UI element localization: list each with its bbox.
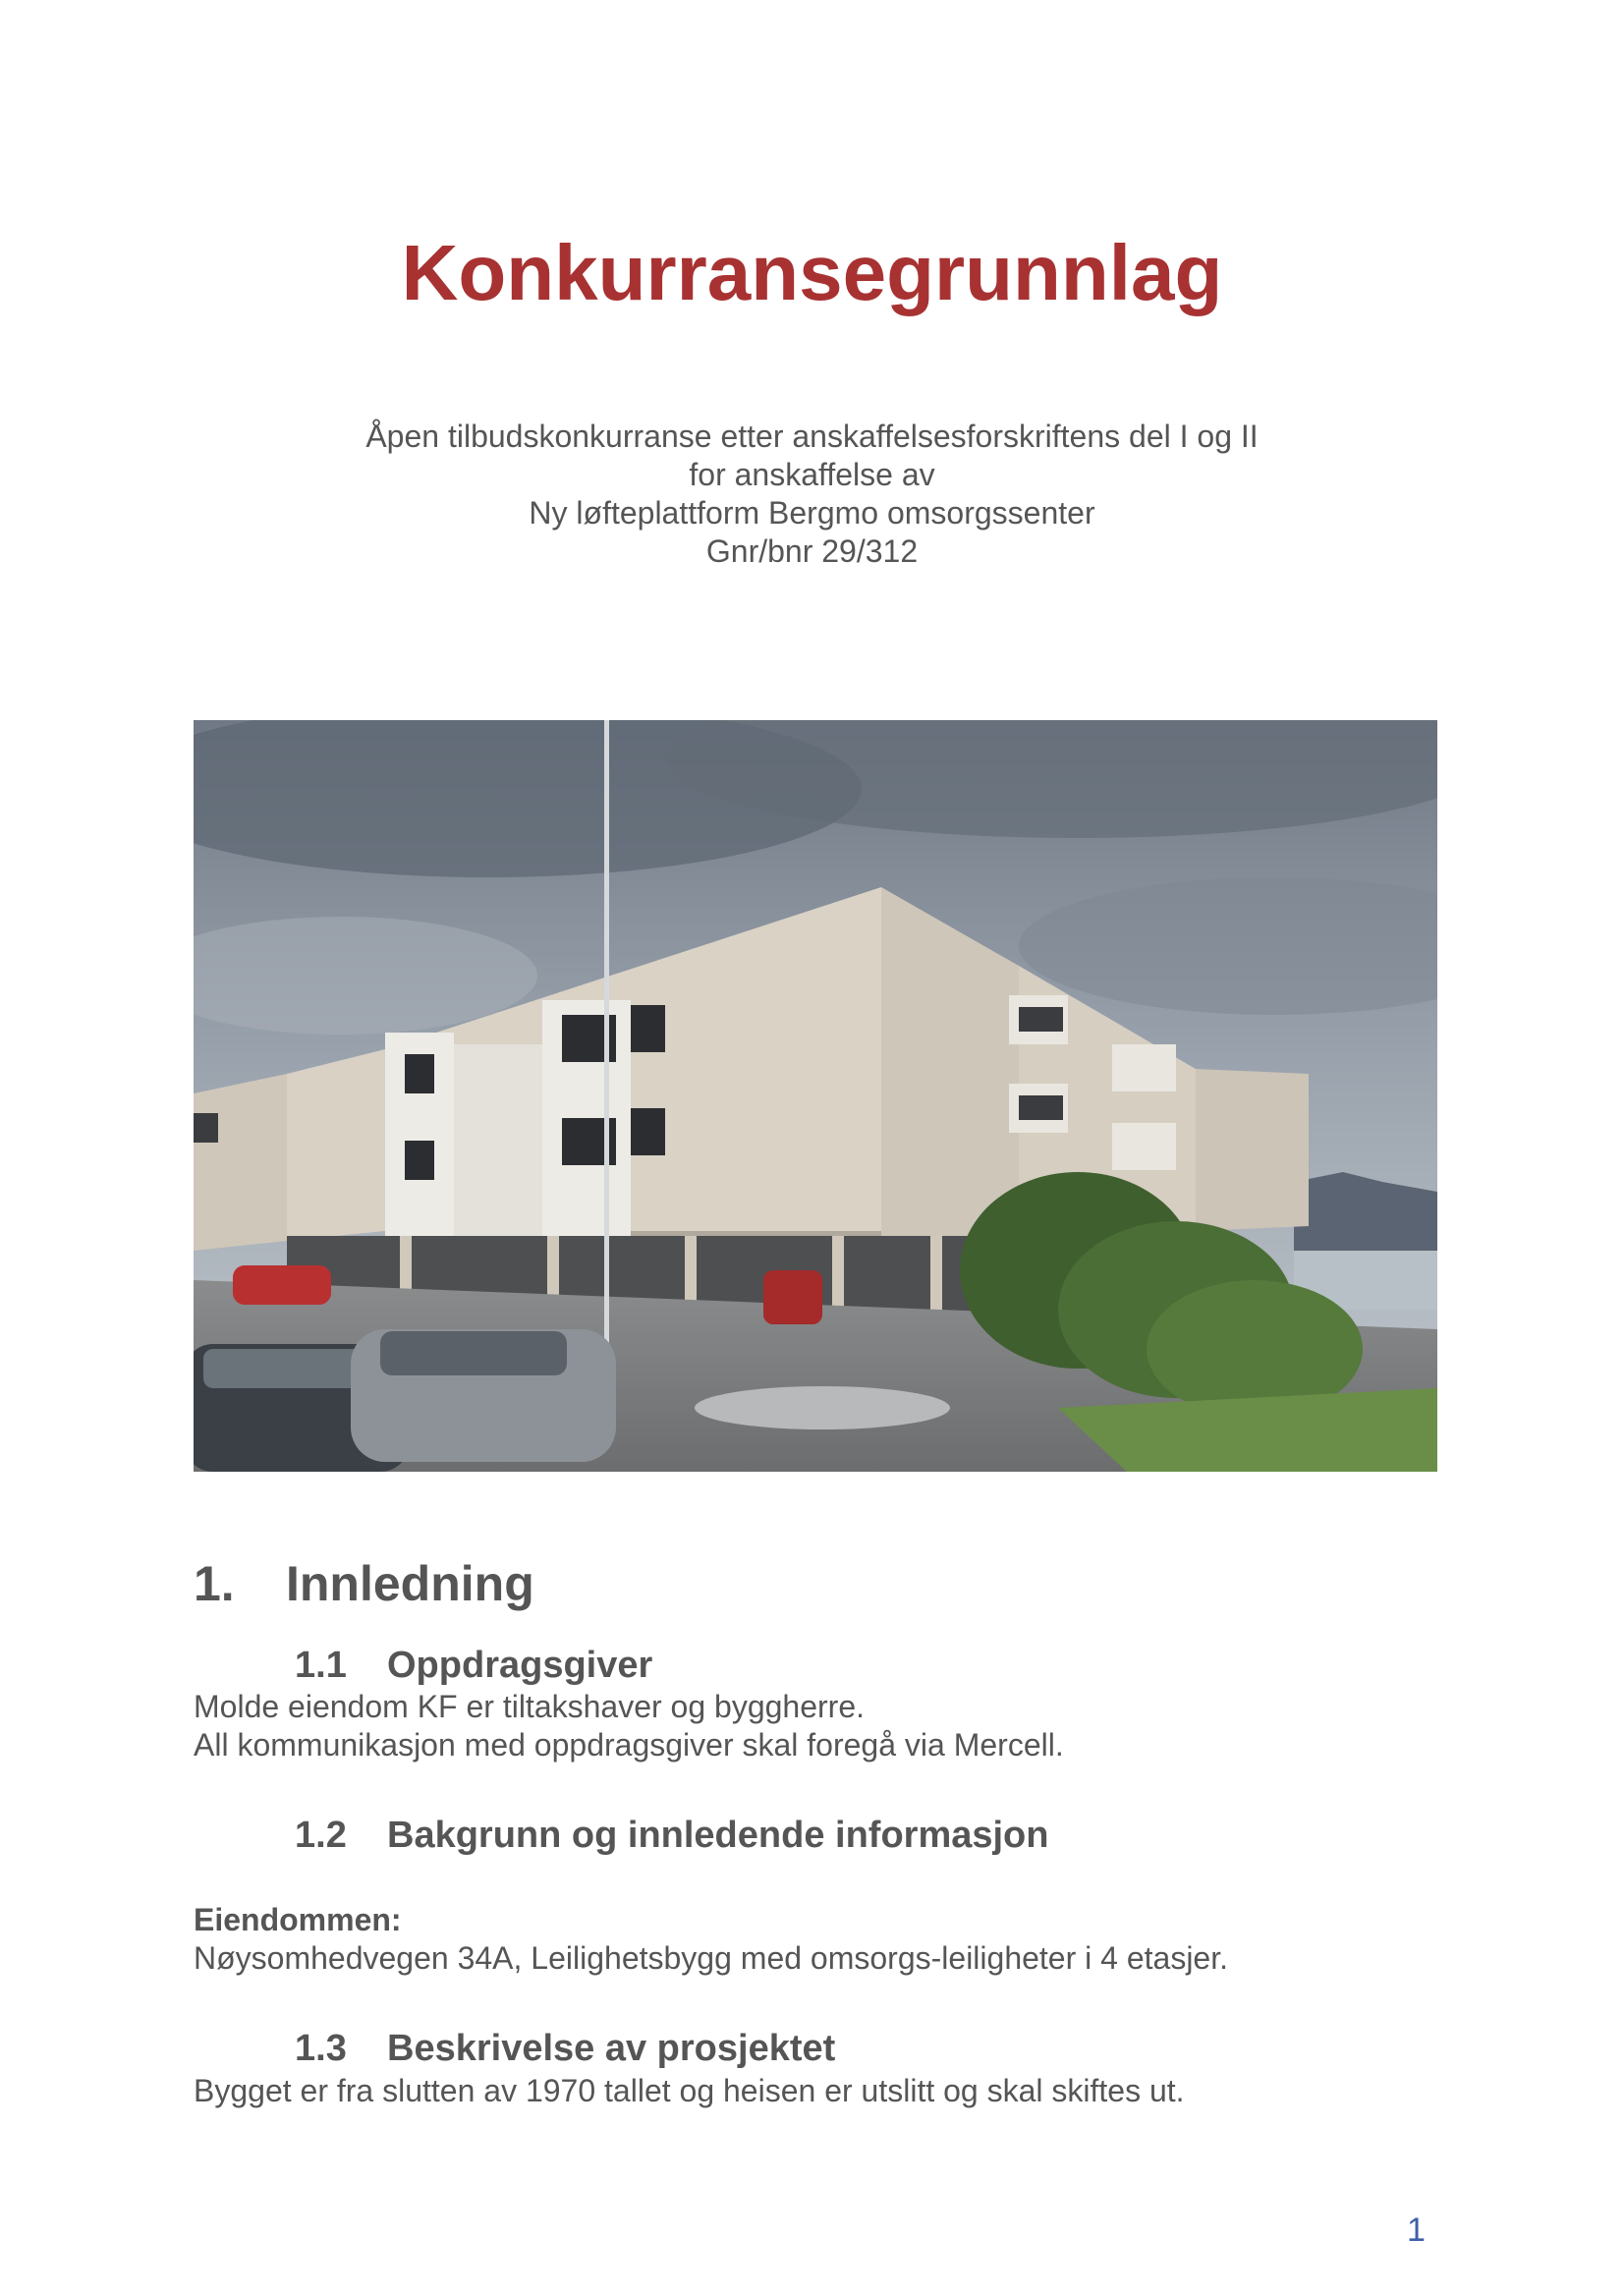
section-heading-1	[194, 1554, 534, 1613]
paragraph-line: Molde eiendom KF er tiltakshaver og byggherre.	[194, 1689, 866, 1724]
section-title: Bakgrunn og innledende informasjon	[387, 1815, 1049, 1856]
section-title: Beskrivelse av prosjektet	[387, 2028, 836, 2069]
building-photo	[194, 720, 1437, 1472]
paragraph-line: Nøysomhedvegen 34A, Leilighetsbygg med omsorgs-leiligheter i 4 etasjer.	[194, 1940, 1228, 1976]
section-number: 1.1	[295, 1645, 347, 1686]
section-number: 1.	[194, 1556, 235, 1611]
section-heading-1-3	[295, 2026, 835, 2071]
subtitle-line: Ny løfteplattform Bergmo omsorgssenter	[529, 495, 1095, 531]
subtitle-line: for anskaffelse av	[689, 457, 935, 492]
paragraph-line: All kommunikasjon med oppdragsgiver skal foregå via Mercell.	[194, 1727, 1064, 1763]
section-heading-1-1	[295, 1643, 652, 1688]
page-number: 1	[1407, 2211, 1426, 2249]
section-number: 1.2	[295, 1815, 347, 1856]
subtitle-line: Åpen tilbudskonkurranse etter anskaffelsesforskriftens del I og II	[365, 419, 1259, 454]
section-title: Oppdragsgiver	[387, 1645, 653, 1686]
section-number: 1.3	[295, 2028, 347, 2069]
paragraph-line: Bygget er fra slutten av 1970 tallet og heisen er utslitt og skal skiftes ut.	[194, 2073, 1185, 2108]
document-subtitle	[0, 418, 1624, 571]
section-title: Innledning	[286, 1556, 534, 1611]
section-heading-1-2	[295, 1813, 1048, 1858]
document-title: Konkurransegrunnlag	[401, 229, 1223, 316]
subtitle-line: Gnr/bnr 29/312	[705, 533, 919, 569]
property-label: Eiendommen:	[194, 1902, 402, 1937]
